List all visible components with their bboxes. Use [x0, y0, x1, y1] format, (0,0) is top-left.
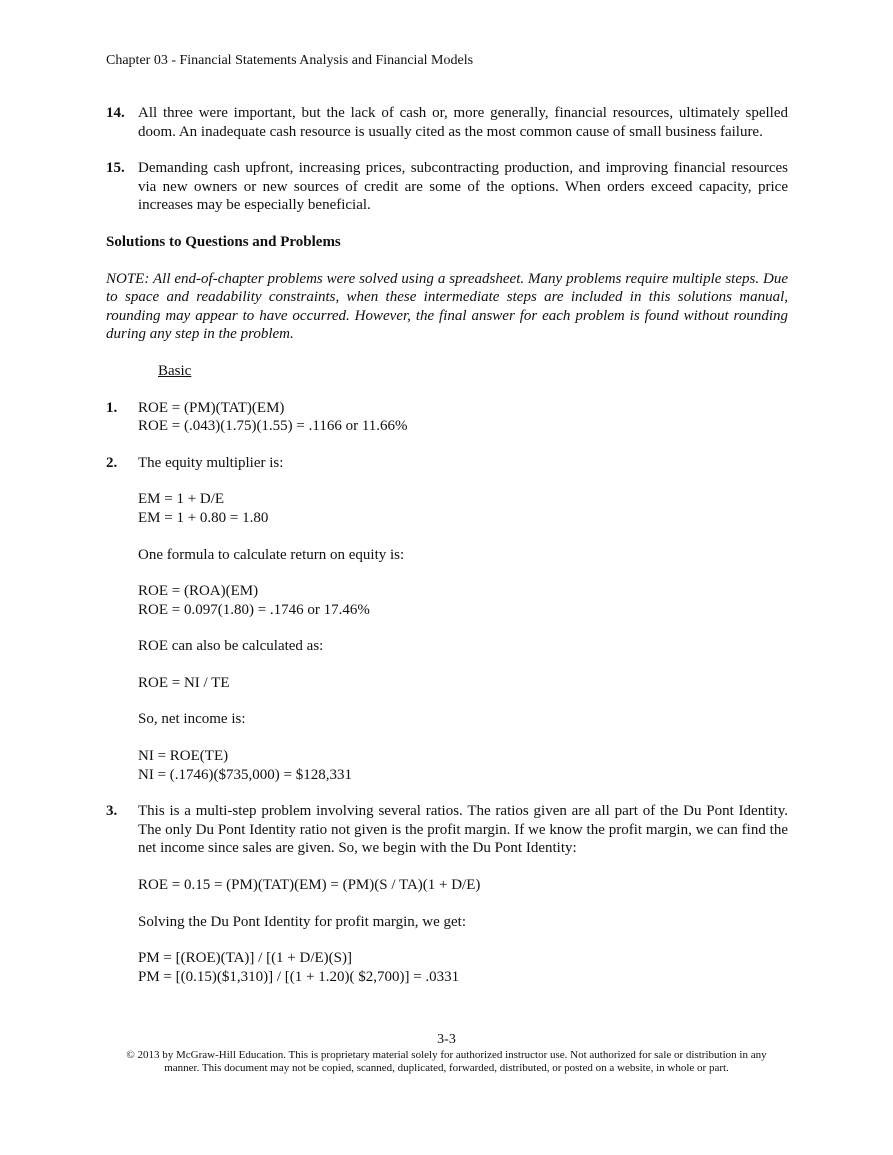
formula-line: NI = (.1746)($735,000) = $128,331	[138, 766, 352, 783]
basic-section-label: Basic	[158, 362, 192, 379]
solutions-heading: Solutions to Questions and Problems	[106, 233, 341, 250]
answer-text: Demanding cash upfront, increasing prices, subcontracting production, and improving financial resources via new owners or new sources of credit are some of the options. When orders exceed capacity, price increases may be especially beneficial.	[138, 160, 788, 214]
answer-14	[106, 104, 788, 141]
problem-3	[106, 802, 788, 986]
text-line: The equity multiplier is:	[138, 454, 284, 471]
page-number: 3-3	[437, 1032, 456, 1047]
problem-number: 3.	[106, 803, 118, 820]
formula-line: ROE = (PM)(TAT)(EM)	[138, 399, 285, 416]
formula-line: NI = ROE(TE)	[138, 748, 229, 765]
problem-text: This is a multi-step problem involving several ratios. The ratios given are all part of the Du Pont Identity. The only Du Pont Identity ratio not given is the profit margin. If we know the profit margin, we can find the net income since sales are given. So, we begin with the Du Pont Identity:	[138, 803, 788, 857]
answer-number: 15.	[106, 160, 125, 177]
answer-number: 14.	[106, 105, 125, 121]
formula-line: ROE = (.043)(1.75)(1.55) = .1166 or 11.66%	[138, 418, 408, 435]
text-line: One formula to calculate return on equity is:	[138, 546, 405, 563]
problem-2	[106, 454, 788, 785]
text-line: Solving the Du Pont Identity for profit margin, we get:	[138, 913, 467, 930]
formula-line: EM = 1 + D/E	[138, 491, 225, 508]
formula-line: ROE = 0.15 = (PM)(TAT)(EM) = (PM)(S / TA)(1 + D/E)	[138, 877, 481, 894]
formula-line: ROE = 0.097(1.80) = .1746 or 17.46%	[138, 601, 370, 618]
chapter-header: Chapter 03 - Financial Statements Analysis and Financial Models	[106, 53, 474, 68]
answer-15	[106, 159, 788, 215]
answer-text: All three were important, but the lack of cash or, more generally, financial resources, ultimately spelled doom. An inadequate cash resource is usually cited as the most common cause of small business failure.	[138, 105, 788, 140]
solutions-note: NOTE: All end-of-chapter problems were solved using a spreadsheet. Many problems require multiple steps. Due to space and readability constraints, when these intermediate steps are included in this solutions manual, rounding may appear to have occurred. However, the final answer for each problem is found without rounding during any step in the problem.	[106, 270, 788, 343]
problem-number: 1.	[106, 399, 118, 416]
formula-line: PM = [(ROE)(TA)] / [(1 + D/E)(S)]	[138, 950, 353, 967]
formula-line: EM = 1 + 0.80 = 1.80	[138, 509, 269, 526]
copyright-line: manner. This document may not be copied, scanned, duplicated, forwarded, distributed, or posted on a website, in whole or part.	[164, 1062, 729, 1074]
copyright-line: © 2013 by McGraw-Hill Education. This is proprietary material solely for authorized instructor use. Not authorized for sale or distribution in any	[126, 1049, 767, 1061]
formula-line: ROE = NI / TE	[138, 674, 230, 691]
text-line: ROE can also be calculated as:	[138, 638, 324, 655]
page-content	[106, 104, 788, 1004]
text-line: So, net income is:	[138, 711, 246, 728]
formula-line: PM = [(0.15)($1,310)] / [(1 + 1.20)( $2,700)] = .0331	[138, 968, 460, 985]
copyright-notice	[0, 1049, 893, 1075]
formula-line: ROE = (ROA)(EM)	[138, 583, 259, 600]
problem-number: 2.	[106, 454, 118, 471]
problem-1	[106, 399, 788, 436]
